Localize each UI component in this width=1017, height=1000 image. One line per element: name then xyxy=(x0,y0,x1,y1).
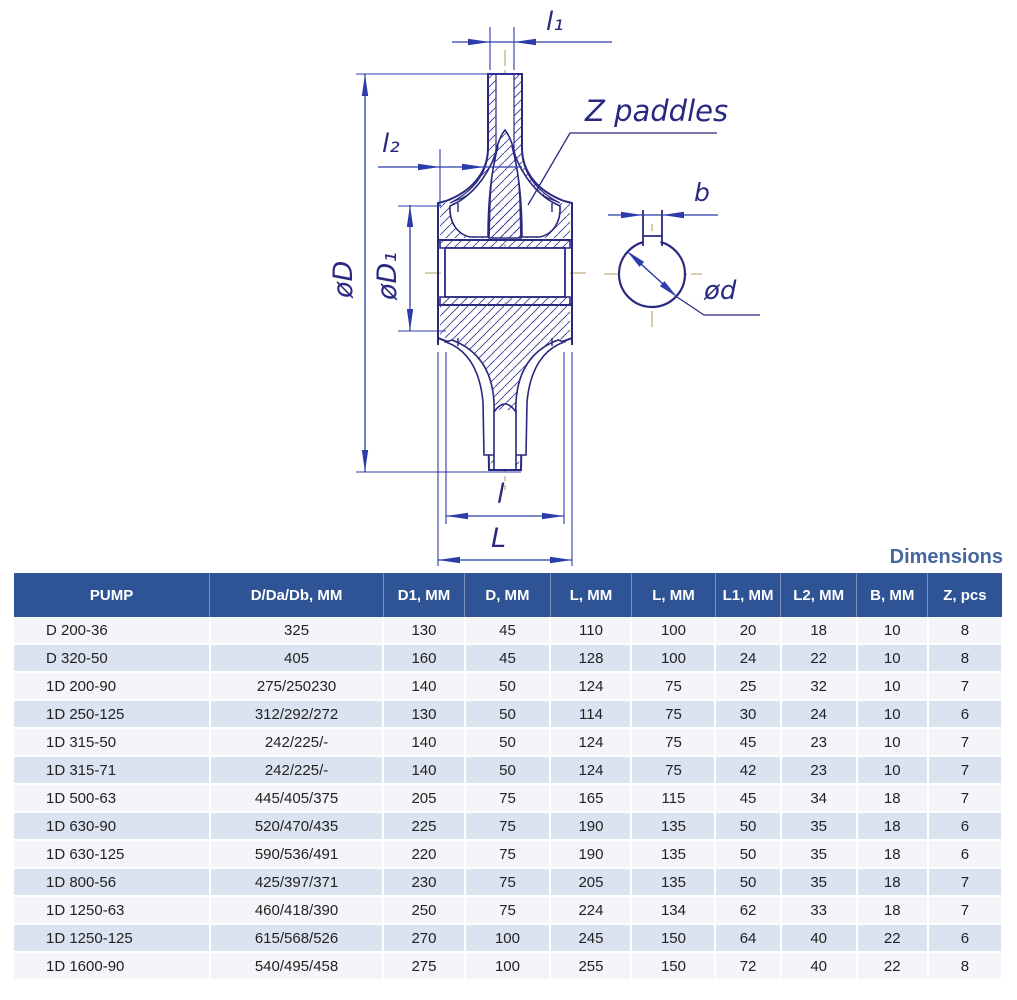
pump-name-cell: 1D 250-125 xyxy=(14,700,210,728)
dimension-label-L: L xyxy=(491,523,507,554)
table-cell: 165 xyxy=(550,784,631,812)
z-paddles-leader xyxy=(528,133,717,205)
pump-name-cell: D 320-50 xyxy=(14,644,210,672)
column-header-d1: D1, MM xyxy=(383,573,464,617)
table-cell: 135 xyxy=(631,840,715,868)
impeller-body xyxy=(438,74,572,470)
table-row xyxy=(14,644,1002,672)
table-cell: 42 xyxy=(715,756,780,784)
table-cell: 590/536/491 xyxy=(210,840,384,868)
table-cell: 75 xyxy=(465,868,551,896)
table-cell: 130 xyxy=(383,617,464,644)
table-cell: 6 xyxy=(928,812,1002,840)
table-row xyxy=(14,756,1002,784)
table-cell: 22 xyxy=(781,644,857,672)
dimension-label-l: l xyxy=(497,479,505,510)
table-cell: 124 xyxy=(550,672,631,700)
hub-ring-bottom xyxy=(440,297,570,305)
table-cell: 100 xyxy=(465,952,551,980)
table-row xyxy=(14,840,1002,868)
table-cell: 114 xyxy=(550,700,631,728)
column-header-l-1: L, MM xyxy=(550,573,631,617)
table-cell: 405 xyxy=(210,644,384,672)
dimension-label-l2: l₂ xyxy=(382,129,400,159)
table-cell: 50 xyxy=(465,728,551,756)
table-cell: 22 xyxy=(857,924,928,952)
table-cell: 45 xyxy=(715,784,780,812)
table-cell: 50 xyxy=(465,756,551,784)
dimension-label-l1: l₁ xyxy=(546,7,564,37)
table-cell: 75 xyxy=(465,896,551,924)
table-cell: 10 xyxy=(857,644,928,672)
dimension-label-phi-D: øD xyxy=(328,260,359,298)
pump-name-cell: 1D 200-90 xyxy=(14,672,210,700)
table-cell: 325 xyxy=(210,617,384,644)
table-cell: 62 xyxy=(715,896,780,924)
pump-name-cell: 1D 1600-90 xyxy=(14,952,210,980)
table-cell: 64 xyxy=(715,924,780,952)
table-cell: 33 xyxy=(781,896,857,924)
table-cell: 445/405/375 xyxy=(210,784,384,812)
table-row xyxy=(14,952,1002,980)
table-header-row xyxy=(14,573,1002,617)
table-cell: 50 xyxy=(715,868,780,896)
table-cell: 140 xyxy=(383,756,464,784)
table-row xyxy=(14,896,1002,924)
table-cell: 245 xyxy=(550,924,631,952)
table-cell: 45 xyxy=(465,617,551,644)
table-cell: 312/292/272 xyxy=(210,700,384,728)
table-row xyxy=(14,784,1002,812)
table-cell: 50 xyxy=(715,840,780,868)
table-cell: 275 xyxy=(383,952,464,980)
table-cell: 22 xyxy=(857,952,928,980)
column-header-l1: L1, MM xyxy=(715,573,780,617)
table-cell: 615/568/526 xyxy=(210,924,384,952)
table-cell: 205 xyxy=(550,868,631,896)
table-cell: 18 xyxy=(857,812,928,840)
table-cell: 10 xyxy=(857,617,928,644)
table-cell: 124 xyxy=(550,756,631,784)
table-cell: 270 xyxy=(383,924,464,952)
table-cell: 40 xyxy=(781,924,857,952)
table-cell: 220 xyxy=(383,840,464,868)
table-cell: 115 xyxy=(631,784,715,812)
table-cell: 7 xyxy=(928,784,1002,812)
column-header-b: B, MM xyxy=(857,573,928,617)
column-header-z: Z, pcs xyxy=(928,573,1002,617)
dimension-label-phi-d: ød xyxy=(704,276,737,306)
table-row xyxy=(14,924,1002,952)
dimension-label-phi-D1: øD₁ xyxy=(372,251,403,300)
keyway-mask xyxy=(644,231,661,246)
column-header-ddadb: D/Da/Db, MM xyxy=(210,573,384,617)
pump-name-cell: 1D 315-50 xyxy=(14,728,210,756)
table-cell: 255 xyxy=(550,952,631,980)
table-cell: 24 xyxy=(715,644,780,672)
column-header-pump: PUMP xyxy=(14,573,210,617)
table-cell: 230 xyxy=(383,868,464,896)
dimension-label-b: b xyxy=(694,178,710,207)
table-cell: 18 xyxy=(781,617,857,644)
column-header-d: D, MM xyxy=(465,573,551,617)
table-cell: 520/470/435 xyxy=(210,812,384,840)
table-title: Dimensions xyxy=(889,546,1003,568)
pump-name-cell: 1D 315-71 xyxy=(14,756,210,784)
table-cell: 20 xyxy=(715,617,780,644)
table-cell: 75 xyxy=(465,784,551,812)
table-cell: 24 xyxy=(781,700,857,728)
table-cell: 8 xyxy=(928,644,1002,672)
table-cell: 18 xyxy=(857,784,928,812)
table-cell: 540/495/458 xyxy=(210,952,384,980)
table-cell: 10 xyxy=(857,756,928,784)
shaft-section xyxy=(619,210,760,315)
table-row xyxy=(14,672,1002,700)
lower-bore xyxy=(494,410,516,469)
table-cell: 8 xyxy=(928,617,1002,644)
table-cell: 75 xyxy=(465,840,551,868)
table-cell: 30 xyxy=(715,700,780,728)
pump-name-cell: 1D 630-125 xyxy=(14,840,210,868)
table-cell: 190 xyxy=(550,840,631,868)
table-cell: 45 xyxy=(715,728,780,756)
table-cell: 7 xyxy=(928,756,1002,784)
table-cell: 100 xyxy=(631,617,715,644)
table-cell: 75 xyxy=(631,672,715,700)
table-cell: 35 xyxy=(781,840,857,868)
table-cell: 124 xyxy=(550,728,631,756)
table-cell: 10 xyxy=(857,672,928,700)
table-cell: 110 xyxy=(550,617,631,644)
table-cell: 23 xyxy=(781,756,857,784)
table-cell: 18 xyxy=(857,896,928,924)
table-cell: 18 xyxy=(857,840,928,868)
table-row xyxy=(14,617,1002,644)
table-cell: 75 xyxy=(631,700,715,728)
table-cell: 50 xyxy=(465,700,551,728)
table-cell: 242/225/- xyxy=(210,728,384,756)
pump-name-cell: 1D 500-63 xyxy=(14,784,210,812)
table-cell: 135 xyxy=(631,868,715,896)
table-cell: 50 xyxy=(465,672,551,700)
hub-bore xyxy=(445,248,565,297)
table-cell: 7 xyxy=(928,672,1002,700)
pump-name-cell: 1D 1250-125 xyxy=(14,924,210,952)
table-row xyxy=(14,868,1002,896)
table-cell: 72 xyxy=(715,952,780,980)
z-paddles-label: Z paddles xyxy=(585,94,729,128)
table-cell: 35 xyxy=(781,812,857,840)
table-cell: 25 xyxy=(715,672,780,700)
table-cell: 10 xyxy=(857,728,928,756)
table-cell: 35 xyxy=(781,868,857,896)
table-cell: 6 xyxy=(928,700,1002,728)
table-cell: 32 xyxy=(781,672,857,700)
table-row xyxy=(14,728,1002,756)
pump-name-cell: D 200-36 xyxy=(14,617,210,644)
table-cell: 275/250230 xyxy=(210,672,384,700)
table-cell: 160 xyxy=(383,644,464,672)
pump-name-cell: 1D 800-56 xyxy=(14,868,210,896)
table-cell: 460/418/390 xyxy=(210,896,384,924)
table-cell: 7 xyxy=(928,868,1002,896)
column-header-l2: L2, MM xyxy=(781,573,857,617)
table-cell: 23 xyxy=(781,728,857,756)
table-cell: 190 xyxy=(550,812,631,840)
table-cell: 6 xyxy=(928,840,1002,868)
table-cell: 34 xyxy=(781,784,857,812)
table-cell: 100 xyxy=(465,924,551,952)
table-body xyxy=(14,617,1002,980)
table-cell: 45 xyxy=(465,644,551,672)
table-cell: 75 xyxy=(465,812,551,840)
table-cell: 10 xyxy=(857,700,928,728)
table-cell: 128 xyxy=(550,644,631,672)
table-cell: 75 xyxy=(631,756,715,784)
table-cell: 242/225/- xyxy=(210,756,384,784)
dimensions-table xyxy=(14,573,1003,981)
table-cell: 134 xyxy=(631,896,715,924)
table-row xyxy=(14,700,1002,728)
table-cell: 150 xyxy=(631,924,715,952)
table-cell: 205 xyxy=(383,784,464,812)
hub-ring-top xyxy=(440,240,570,248)
table-cell: 50 xyxy=(715,812,780,840)
table-cell: 224 xyxy=(550,896,631,924)
table-cell: 6 xyxy=(928,924,1002,952)
table-cell: 100 xyxy=(631,644,715,672)
table-cell: 250 xyxy=(383,896,464,924)
table-cell: 135 xyxy=(631,812,715,840)
table-cell: 75 xyxy=(631,728,715,756)
table-cell: 7 xyxy=(928,728,1002,756)
table-row xyxy=(14,812,1002,840)
table-cell: 8 xyxy=(928,952,1002,980)
pump-name-cell: 1D 1250-63 xyxy=(14,896,210,924)
table-cell: 140 xyxy=(383,672,464,700)
table-cell: 225 xyxy=(383,812,464,840)
table-cell: 40 xyxy=(781,952,857,980)
table-cell: 130 xyxy=(383,700,464,728)
table-cell: 150 xyxy=(631,952,715,980)
table-cell: 18 xyxy=(857,868,928,896)
table-cell: 140 xyxy=(383,728,464,756)
table-cell: 425/397/371 xyxy=(210,868,384,896)
pump-name-cell: 1D 630-90 xyxy=(14,812,210,840)
table-cell: 7 xyxy=(928,896,1002,924)
column-header-l-2: L, MM xyxy=(631,573,715,617)
